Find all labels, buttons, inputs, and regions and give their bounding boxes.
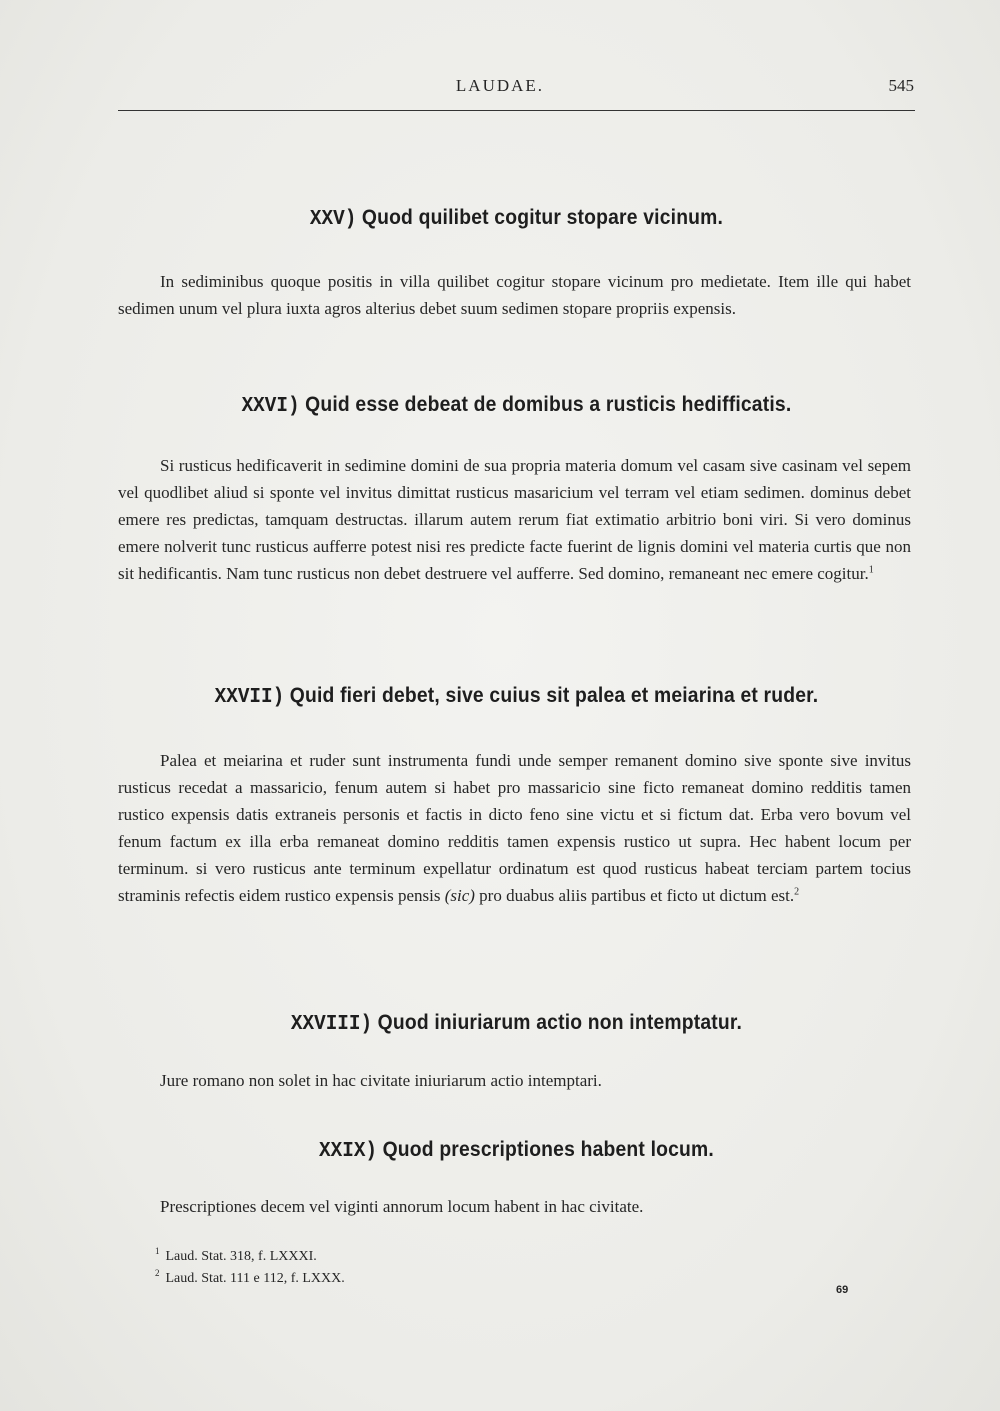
section-title: Quod quilibet cogitur stopare vicinum.: [361, 206, 724, 229]
section-text-xxvi: [118, 452, 911, 587]
running-title: LAUDAE.: [455, 76, 545, 95]
printer-signature: 69: [836, 1284, 849, 1296]
section-heading-xxviii: [150, 1011, 883, 1036]
paragraph-text: Palea et meiarina et ruder sunt instrumenta fundi unde semper remanent domino sive sponte sive invitus rusticus recedat a massaricio, fenum autem si habet pro massaricio sine ficto remaneat domino redditis tamen rustico expensis datis extraneis personis et factis in dicto feno sine victu et si fictum dat. Erba vero bovum vel fenum factum ex illa erba remaneat domino redditis tamen expensis rustico ut supra. Hec habent locum per terminum. si vero rusticus ante terminum expellatur ordinatum est quod rusticus habeat terciam partem tocius straminis refectis eidem rustico expensis pensis: [118, 751, 911, 905]
section-number: XXVI): [241, 395, 300, 418]
section-heading-xxvii: [150, 684, 883, 709]
section-heading-xxv: [150, 206, 883, 231]
footnote-mark: 2: [155, 1268, 160, 1279]
section-text-xxvii: [118, 747, 911, 909]
footnote-text: Laud. Stat. 318, f. LXXXI.: [165, 1249, 317, 1264]
footnote-mark: 1: [155, 1246, 160, 1257]
footnotes: [155, 1246, 345, 1290]
paragraph-text: Si rusticus hedificaverit in sedimine domini de sua propria materia domum vel casam sive casinam vel sepem vel quodlibet aliud si sponte vel invitus dimittat rusticus masaricium vel terram vel etiam sedimen. dominus debet emere res predictas, tamquam destructas. illarum autem rerum fiat extimatio arbitrio boni viri. Si vero dominus emere nolverit tunc rusticus aufferre potest nisi res predicte facte fuerint de lignis domini vel materia curtis que non sit hedificantis. Nam tunc rusticus non debet destruere vel aufferre. Sed domino, remaneant nec emere cogitur.: [118, 456, 911, 583]
footnote-ref: 2: [794, 886, 800, 898]
page-number: 545: [888, 76, 914, 95]
section-text-xxv: [118, 268, 911, 322]
paragraph-text-end: pro duabus aliis partibus et ficto ut dictum est.: [479, 886, 795, 905]
running-head: [0, 74, 1000, 98]
section-title: Quid esse debeat de domibus a rusticis hedifficatis.: [305, 393, 792, 416]
section-number: XXVIII): [290, 1013, 373, 1036]
section-title: Quod iniuriarum actio non intemptatur.: [377, 1011, 743, 1034]
section-number: XXIX): [319, 1140, 378, 1163]
section-heading-xxvi: [150, 393, 883, 418]
paragraph-text: In sediminibus quoque positis in villa quilibet cogitur stopare vicinum pro medietate. Item ille qui habet sedimen unum vel plura iuxta agros alterius debet suum sedimen stopare propriis expensis.: [118, 272, 911, 318]
section-title: Quod prescriptiones habent locum.: [382, 1138, 714, 1161]
section-number: XXV): [309, 208, 357, 231]
section-text-xxix: [118, 1193, 911, 1220]
section-heading-xxix: [150, 1138, 883, 1163]
section-title: Quid fieri debet, sive cuius sit palea et meiarina et ruder.: [289, 684, 819, 707]
section-text-xxviii: [118, 1067, 911, 1094]
footnote: [155, 1268, 345, 1290]
paragraph-text: Jure romano non solet in hac civitate iniuriarum actio intemptari.: [160, 1071, 602, 1090]
header-rule: [118, 110, 915, 111]
paragraph-text: Prescriptiones decem vel viginti annorum locum habent in hac civitate.: [160, 1197, 644, 1216]
section-number: XXVII): [214, 686, 285, 709]
footnote-ref: 1: [868, 564, 874, 576]
footnote-text: Laud. Stat. 111 e 112, f. LXXX.: [165, 1271, 345, 1286]
footnote: [155, 1246, 345, 1268]
sic-note: (sic): [444, 886, 475, 905]
